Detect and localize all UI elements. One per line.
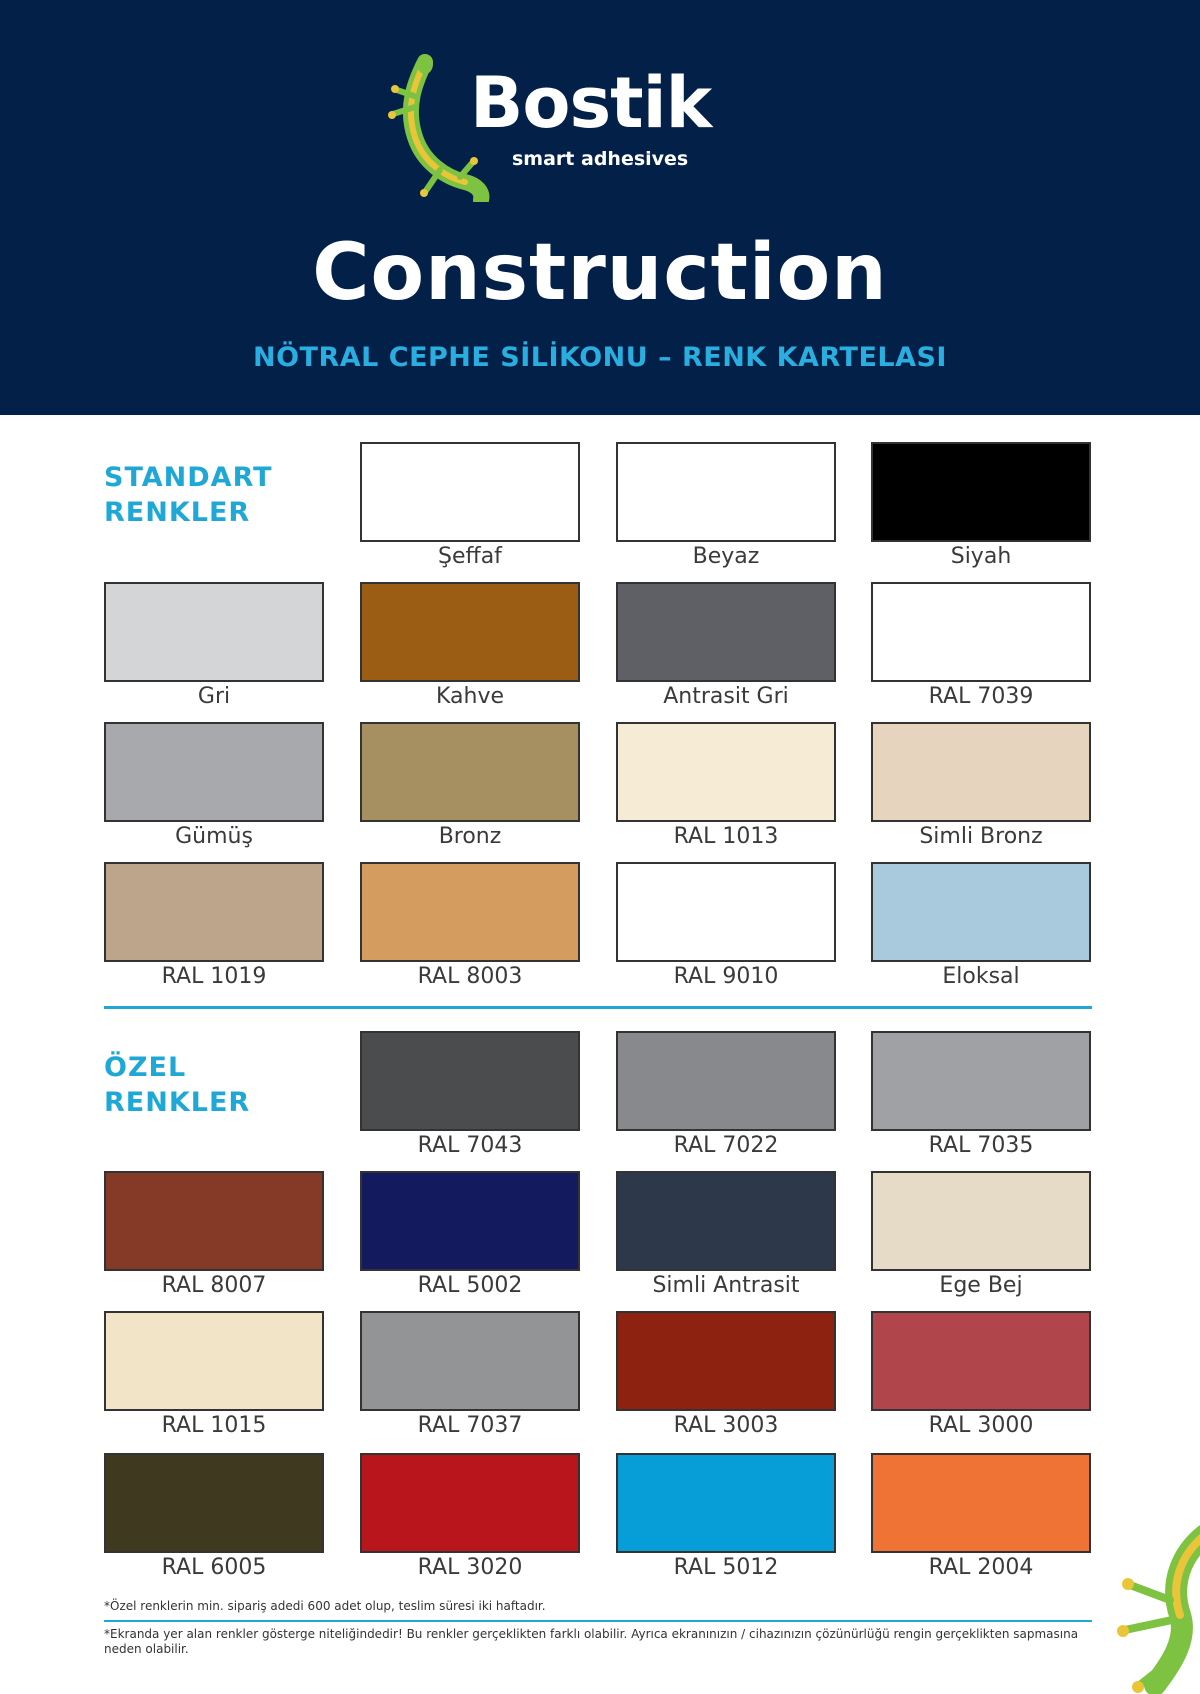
brand-name: Bostik (470, 62, 712, 144)
color-name: Şeffaf (438, 544, 502, 569)
color-name: RAL 7037 (417, 1413, 523, 1438)
color-name: RAL 3000 (928, 1413, 1034, 1438)
color-name: RAL 8007 (161, 1273, 267, 1298)
color-name: Simli Bronz (919, 824, 1043, 849)
page-title: Construction (312, 228, 888, 318)
color-name: RAL 6005 (161, 1555, 267, 1580)
gecko-icon (1110, 1525, 1200, 1694)
color-name: RAL 5002 (417, 1273, 523, 1298)
color-name: Bronz (438, 824, 502, 849)
color-name: Eloksal (942, 964, 1020, 989)
page-subtitle: NÖTRAL CEPHE SİLİKONU – RENK KARTELASI (253, 342, 947, 373)
color-swatch (871, 1311, 1091, 1411)
color-name: RAL 2004 (928, 1555, 1034, 1580)
color-swatch (616, 442, 836, 542)
color-swatch (360, 722, 580, 822)
color-swatch (104, 582, 324, 682)
color-name: Kahve (435, 684, 505, 709)
color-swatch (360, 1311, 580, 1411)
color-swatch (871, 862, 1091, 962)
header-banner (0, 0, 1200, 415)
heading-line: RENKLER (104, 497, 251, 528)
disclaimer-note: *Ekranda yer alan renkler gösterge niteliğindedir! Bu renkler gerçeklikten farklı olabilir. Ayrıca ekranınızın / cihazınızın çözünürlüğü rengin gerçeklikten sapmasına neden olabilir. (104, 1627, 1079, 1656)
color-name: Simli Antrasit (652, 1273, 800, 1298)
brand-tagline: smart adhesives (512, 148, 689, 170)
color-swatch (104, 722, 324, 822)
color-swatch (360, 1031, 580, 1131)
color-swatch (871, 1453, 1091, 1553)
color-swatch (871, 1031, 1091, 1131)
color-swatch (104, 1171, 324, 1271)
standard-colors-heading (104, 460, 273, 530)
color-swatch (616, 582, 836, 682)
color-swatch (104, 1311, 324, 1411)
section-divider (104, 1006, 1092, 1009)
color-swatch (871, 582, 1091, 682)
color-swatch (360, 1171, 580, 1271)
color-name: Siyah (950, 544, 1012, 569)
heading-line: RENKLER (104, 1087, 251, 1118)
color-name: Beyaz (692, 544, 760, 569)
color-swatch (360, 862, 580, 962)
color-swatch (360, 582, 580, 682)
color-swatch (871, 722, 1091, 822)
color-swatch (616, 1171, 836, 1271)
color-swatch (616, 722, 836, 822)
color-name: Gri (197, 684, 231, 709)
order-note: *Özel renklerin min. sipariş adedi 600 adet olup, teslim süresi iki haftadır. (104, 1599, 546, 1613)
color-name: RAL 9010 (673, 964, 779, 989)
color-swatch (616, 1031, 836, 1131)
color-swatch (616, 862, 836, 962)
color-name: RAL 5012 (673, 1555, 779, 1580)
color-swatch (871, 442, 1091, 542)
color-swatch (871, 1171, 1091, 1271)
color-name: RAL 1019 (161, 964, 267, 989)
color-swatch (104, 862, 324, 962)
color-swatch (360, 442, 580, 542)
bostik-logo[interactable] (385, 52, 725, 202)
color-name: Ege Bej (939, 1273, 1023, 1298)
color-name: RAL 7043 (417, 1133, 523, 1158)
color-swatch (104, 1453, 324, 1553)
heading-line: ÖZEL (104, 1052, 187, 1083)
notes-divider (104, 1620, 1092, 1622)
color-name: RAL 3020 (417, 1555, 523, 1580)
color-name: RAL 3003 (673, 1413, 779, 1438)
color-swatch (616, 1453, 836, 1553)
color-name: RAL 8003 (417, 964, 523, 989)
color-swatch (360, 1453, 580, 1553)
color-name: RAL 1013 (673, 824, 779, 849)
special-colors-heading (104, 1050, 250, 1120)
color-swatch (616, 1311, 836, 1411)
color-name: RAL 7035 (928, 1133, 1034, 1158)
heading-line: STANDART (104, 462, 273, 493)
color-name: RAL 7022 (673, 1133, 779, 1158)
color-name: RAL 1015 (161, 1413, 267, 1438)
color-name: Antrasit Gri (663, 684, 789, 709)
color-name: RAL 7039 (928, 684, 1034, 709)
color-name: Gümüş (175, 824, 253, 849)
